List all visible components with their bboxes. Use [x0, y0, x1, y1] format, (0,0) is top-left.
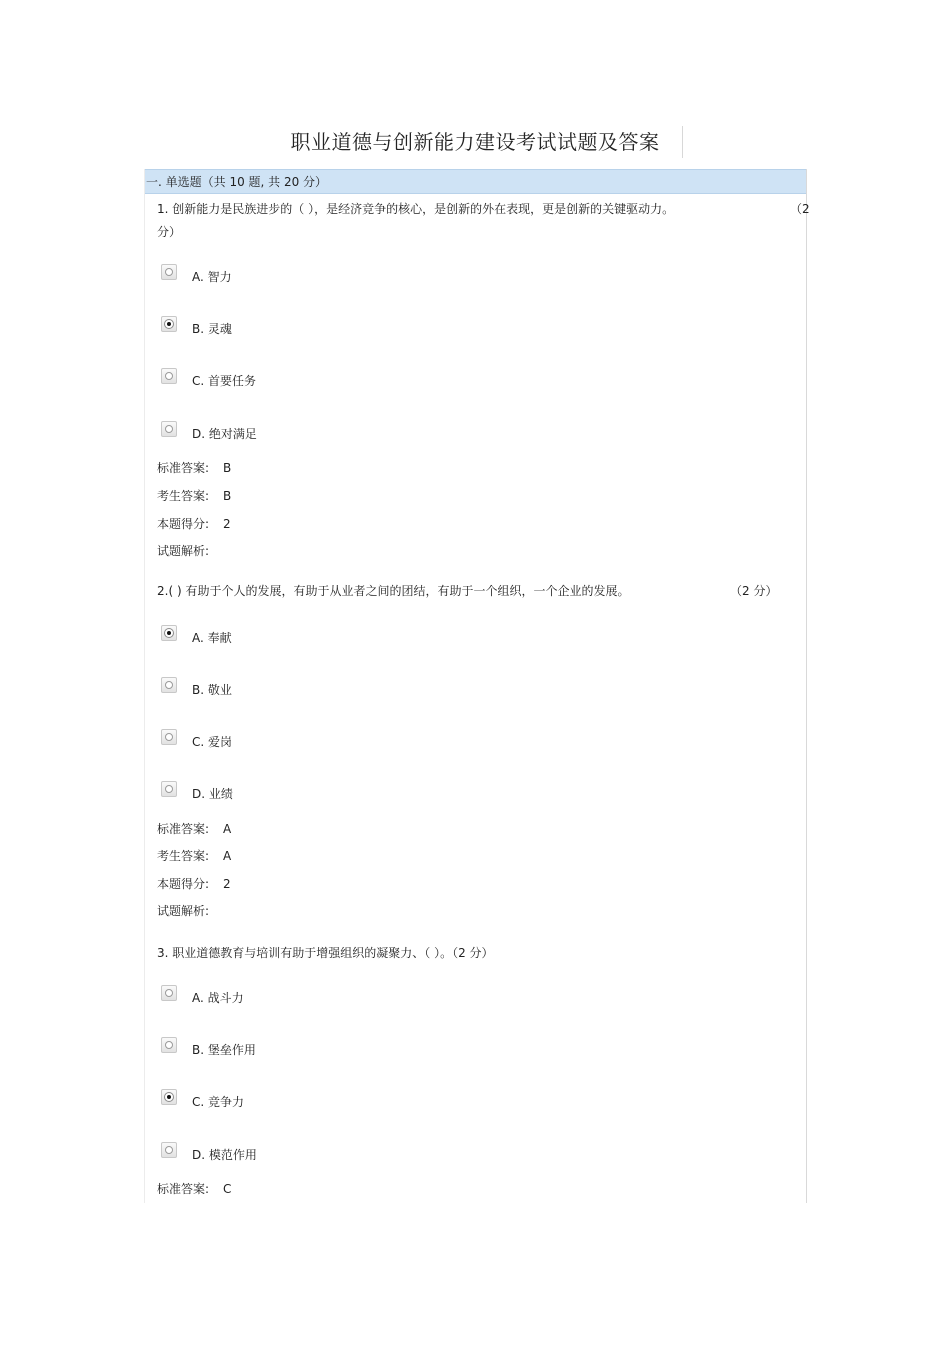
student-answer-value: B: [223, 489, 232, 503]
student-answer-label: 考生答案:: [157, 849, 210, 863]
question-2-points: （2 分）: [730, 584, 778, 598]
radio-icon[interactable]: [161, 985, 177, 1001]
option-label: A. 战斗力: [192, 991, 244, 1005]
option-label: A. 智力: [192, 270, 232, 284]
radio-icon[interactable]: [161, 264, 177, 280]
radio-icon[interactable]: [161, 781, 177, 797]
radio-icon[interactable]: [161, 1142, 177, 1158]
option-label: D. 模范作用: [192, 1148, 257, 1162]
question-2-standard-answer: [157, 821, 231, 837]
option-label: C. 爱岗: [192, 735, 233, 749]
question-2-text: 2.( ) 有助于个人的发展，有助于从业者之间的团结，有助于一个组织，一个企业的发展。: [157, 584, 630, 598]
score-value: 2: [223, 517, 231, 531]
question-1-points: （2: [790, 202, 810, 216]
question-2-analysis: [157, 903, 209, 919]
option-label: B. 灵魂: [192, 322, 232, 336]
option-label: B. 敬业: [192, 683, 232, 697]
question-3-standard-answer: [157, 1181, 231, 1197]
analysis-label: 试题解析:: [157, 544, 210, 558]
title-divider: [682, 126, 683, 158]
option-label: C. 竞争力: [192, 1095, 245, 1109]
question-1-text-cont: 分）: [157, 225, 182, 239]
option-label: A. 奉献: [192, 631, 232, 645]
question-1-text: 1. 创新能力是民族进步的（ ），是经济竞争的核心，是创新的外在表现，更是创新的关键驱动力。: [157, 202, 675, 216]
standard-answer-value: C: [223, 1182, 232, 1196]
standard-answer-value: B: [223, 461, 232, 475]
radio-icon[interactable]: [161, 1037, 177, 1053]
standard-answer-label: 标准答案:: [157, 461, 210, 475]
standard-answer-value: A: [223, 822, 232, 836]
option-label: D. 绝对满足: [192, 427, 257, 441]
question-1-score: [157, 516, 231, 532]
radio-checked-icon[interactable]: [161, 316, 177, 332]
question-1-student-answer: [157, 488, 231, 504]
radio-icon[interactable]: [161, 729, 177, 745]
standard-answer-label: 标准答案:: [157, 822, 210, 836]
question-1-analysis: [157, 543, 209, 559]
radio-icon[interactable]: [161, 368, 177, 384]
option-label: B. 堡垒作用: [192, 1043, 256, 1057]
document-title: 职业道德与创新能力建设考试试题及答案: [290, 130, 660, 154]
student-answer-value: A: [223, 849, 232, 863]
option-label: D. 业绩: [192, 787, 233, 801]
score-label: 本题得分:: [157, 877, 210, 891]
question-3-text: 3. 职业道德教育与培训有助于增强组织的凝聚力、（ ）。（2 分）: [157, 946, 494, 960]
radio-icon[interactable]: [161, 421, 177, 437]
score-value: 2: [223, 877, 231, 891]
radio-checked-icon[interactable]: [161, 1089, 177, 1105]
section-header: 一. 单选题（共 10 题, 共 20 分）: [145, 169, 806, 194]
score-label: 本题得分:: [157, 517, 210, 531]
question-1-standard-answer: [157, 460, 231, 476]
student-answer-label: 考生答案:: [157, 489, 210, 503]
analysis-label: 试题解析:: [157, 904, 210, 918]
standard-answer-label: 标准答案:: [157, 1182, 210, 1196]
exam-panel: [144, 169, 810, 1203]
radio-icon[interactable]: [161, 677, 177, 693]
question-2-student-answer: [157, 848, 231, 864]
radio-checked-icon[interactable]: [161, 625, 177, 641]
question-2-score: [157, 876, 231, 892]
option-label: C. 首要任务: [192, 374, 257, 388]
